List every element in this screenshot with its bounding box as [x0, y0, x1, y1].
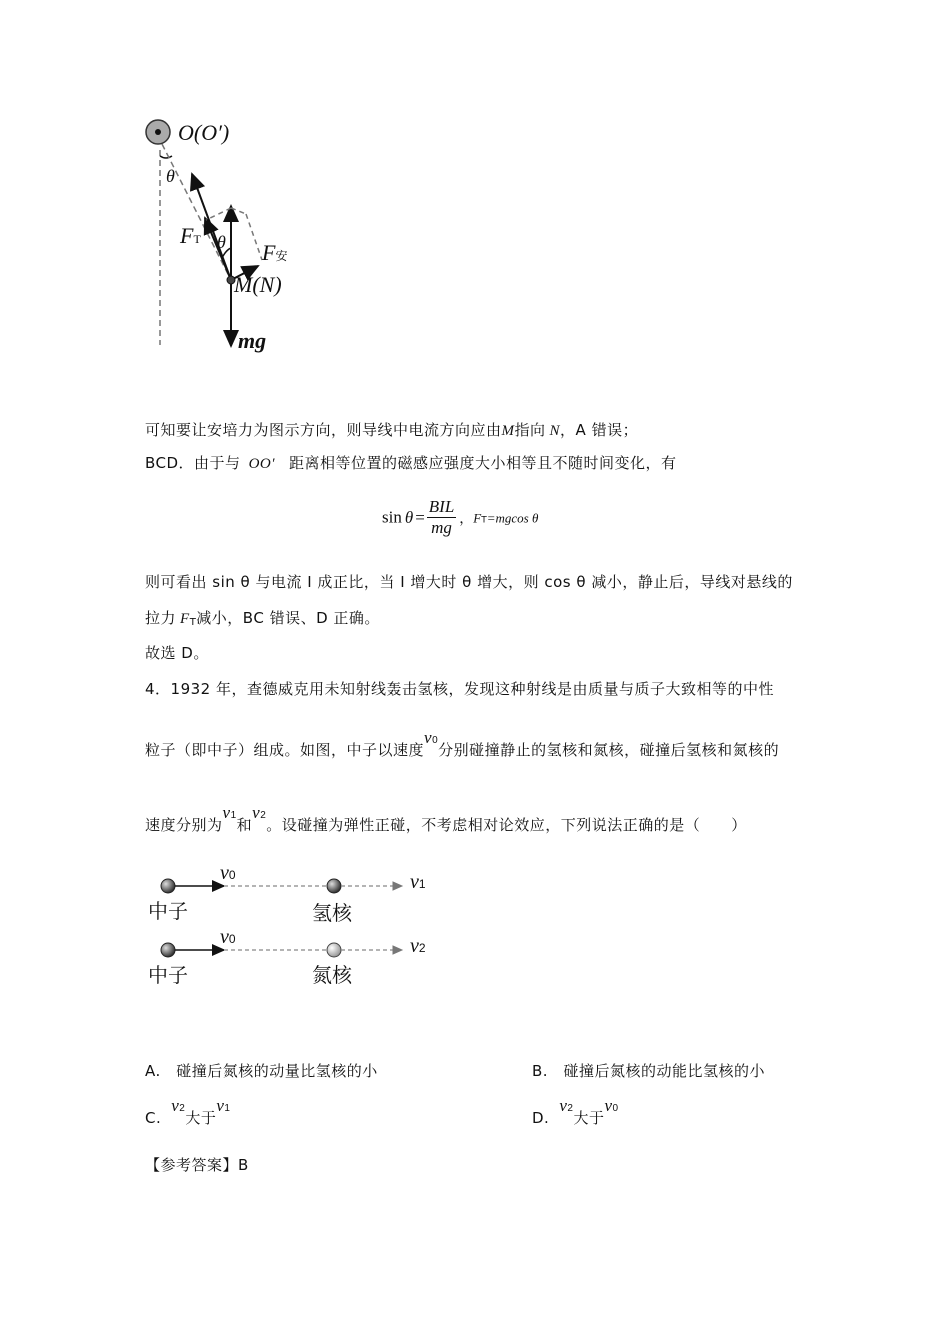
para-conclusion-line2: 拉力 $F_T$减小，BC 错误、D 正确。 [145, 609, 380, 628]
option-C[interactable]: C.v2大于v1 [145, 1096, 231, 1127]
question-line1: 4．1932 年，查德威克用未知射线轰击氢核，发现这种射线是由质量与质子大致相等的中性 [145, 680, 774, 698]
fig2-row2-neutron-label: 中子 [148, 963, 188, 987]
label-FT: FT [180, 223, 201, 248]
option-A[interactable]: A. 碰撞后氮核的动量比氢核的小 [145, 1062, 378, 1080]
fig2-row1-neutron-label: 中子 [148, 899, 188, 923]
option-B[interactable]: B. 碰撞后氮核的动能比氢核的小 [532, 1062, 766, 1080]
reference-answer: 【参考答案】B [145, 1156, 249, 1174]
label-mg: mg [238, 328, 267, 353]
fig2-row1-v1-label: v1 [410, 871, 426, 893]
para-bcd: BCD．由于与 OO′ 距离相等位置的磁感应强度大小相等且不随时间变化，有 [145, 454, 677, 472]
string-line [162, 144, 231, 280]
fig2-row2-nitrogen-label: 氮核 [312, 963, 352, 987]
para-conclusion-line1: 则可看出 sin θ 与电流 I 成正比，当 I 增大时 θ 增大，则 cos θ 减小，静止后，导线对悬线的 [145, 573, 793, 591]
fig2-row2-v0-label: v0 [220, 926, 236, 948]
fig2-row2-v2-label: v2 [410, 935, 426, 957]
question-line3: 速度分别为v1和v2。设碰撞为弹性正碰，不考虑相对论效应，下列说法正确的是（ ） [145, 803, 747, 834]
neutron-ball-1 [161, 879, 175, 893]
para-choice: 故选 D。 [145, 644, 209, 662]
neutron-ball-2 [161, 943, 175, 957]
force-diagram [130, 110, 330, 360]
hydrogen-ball [327, 879, 341, 893]
nitrogen-ball [327, 943, 341, 957]
para-current-direction: 可知要让安培力为图示方向，则导线中电流方向应由M指向 N，A 错误； [145, 421, 639, 439]
label-theta-top: θ [166, 166, 175, 186]
label-MN: M(N) [234, 272, 282, 297]
label-Fan: F安 [262, 240, 288, 265]
formula: sin θ = $\frac{\text{BIL}}{mg}$ ，FT=mgcos θ [382, 497, 539, 537]
option-D[interactable]: D.v2大于v0 [532, 1096, 619, 1127]
label-theta-bottom: θ [217, 232, 226, 252]
fig2-row1-hydrogen-label: 氢核 [312, 901, 352, 925]
question-line2: 粒子（即中子）组成。如图，中子以速度v0分别碰撞静止的氢核和氮核，碰撞后氢核和氮核的 [145, 728, 780, 759]
label-O: O(O′) [178, 120, 230, 145]
fig2-row1-v0-label: v0 [220, 862, 236, 884]
